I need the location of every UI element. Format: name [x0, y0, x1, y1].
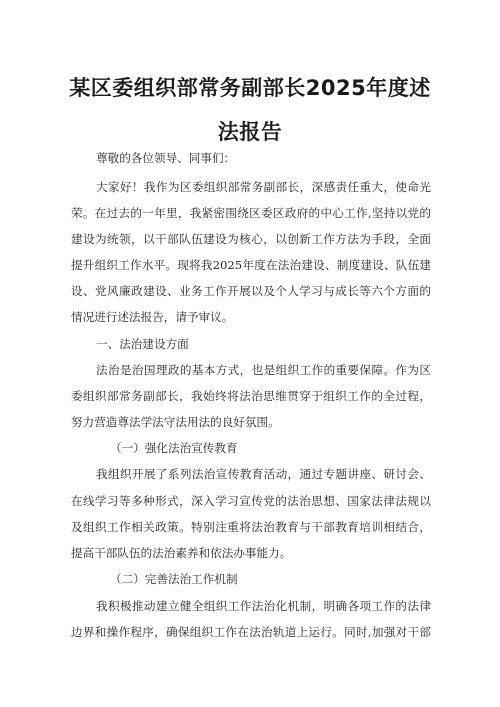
paragraph-2-line: 委组织部常务副部长，我始终将法治思维贯穿于组织工作的全过程，: [71, 389, 431, 403]
paragraph-1-line: 荣。在过去的一年里，我紧密围绕区委区政府的中心工作,坚持以党的: [71, 206, 431, 220]
paragraph-1-line: 大家好！我作为区委组织部常务副部长，深感责任重大，使命光: [96, 180, 431, 194]
subsection-heading: （二）完善法治工作机制: [110, 572, 238, 586]
salutation: 尊敬的各位领导、同事们：: [96, 151, 236, 165]
paragraph-3-line: 及组织工作相关政策。特别注重将法治教育与干部教育培训相结合，: [71, 520, 431, 534]
paragraph-1-line: 建设为统领，以干部队伍建设为核心，以创新工作方法为手段，全面: [71, 232, 431, 246]
paragraph-3-line: 我组织开展了系列法治宣传教育活动，通过专题讲座、研讨会、: [96, 467, 431, 481]
document-title-line-2: 法报告: [217, 120, 283, 144]
document-title-line-1: 某区委组织部常务副部长2025年度述: [69, 76, 431, 100]
paragraph-3-line: 在线学习等多种形式，深入学习宣传党的法治思想、国家法律法规以: [71, 494, 431, 508]
paragraph-3-line: 提高干部队伍的法治素养和依法办事能力。: [71, 546, 292, 560]
subsection-heading: （一）强化法治宣传教育: [110, 441, 238, 455]
section-heading: 一、法治建设方面: [96, 337, 189, 351]
paragraph-2-line: 法治是治国理政的基本方式，也是组织工作的重要保障。作为区: [96, 363, 431, 377]
paragraph-2-line: 努力营造尊法学法守法用法的良好氛围。: [71, 415, 280, 429]
paragraph-4-line: 边界和操作程序，确保组织工作在法治轨道上运行。同时,加强对干部: [71, 625, 431, 639]
paragraph-4-line: 我积极推动建立健全组织工作法治化机制，明确各项工作的法律: [96, 599, 431, 613]
paragraph-1-line: 设、党风廉政建设、业务工作开展以及个人学习与成长等六个方面的: [71, 284, 431, 298]
paragraph-1-line: 提升组织工作水平。现将我2025年度在法治建设、制度建设、队伍建: [71, 258, 431, 272]
paragraph-1-line: 情况进行述法报告，请予审议。: [71, 310, 234, 324]
